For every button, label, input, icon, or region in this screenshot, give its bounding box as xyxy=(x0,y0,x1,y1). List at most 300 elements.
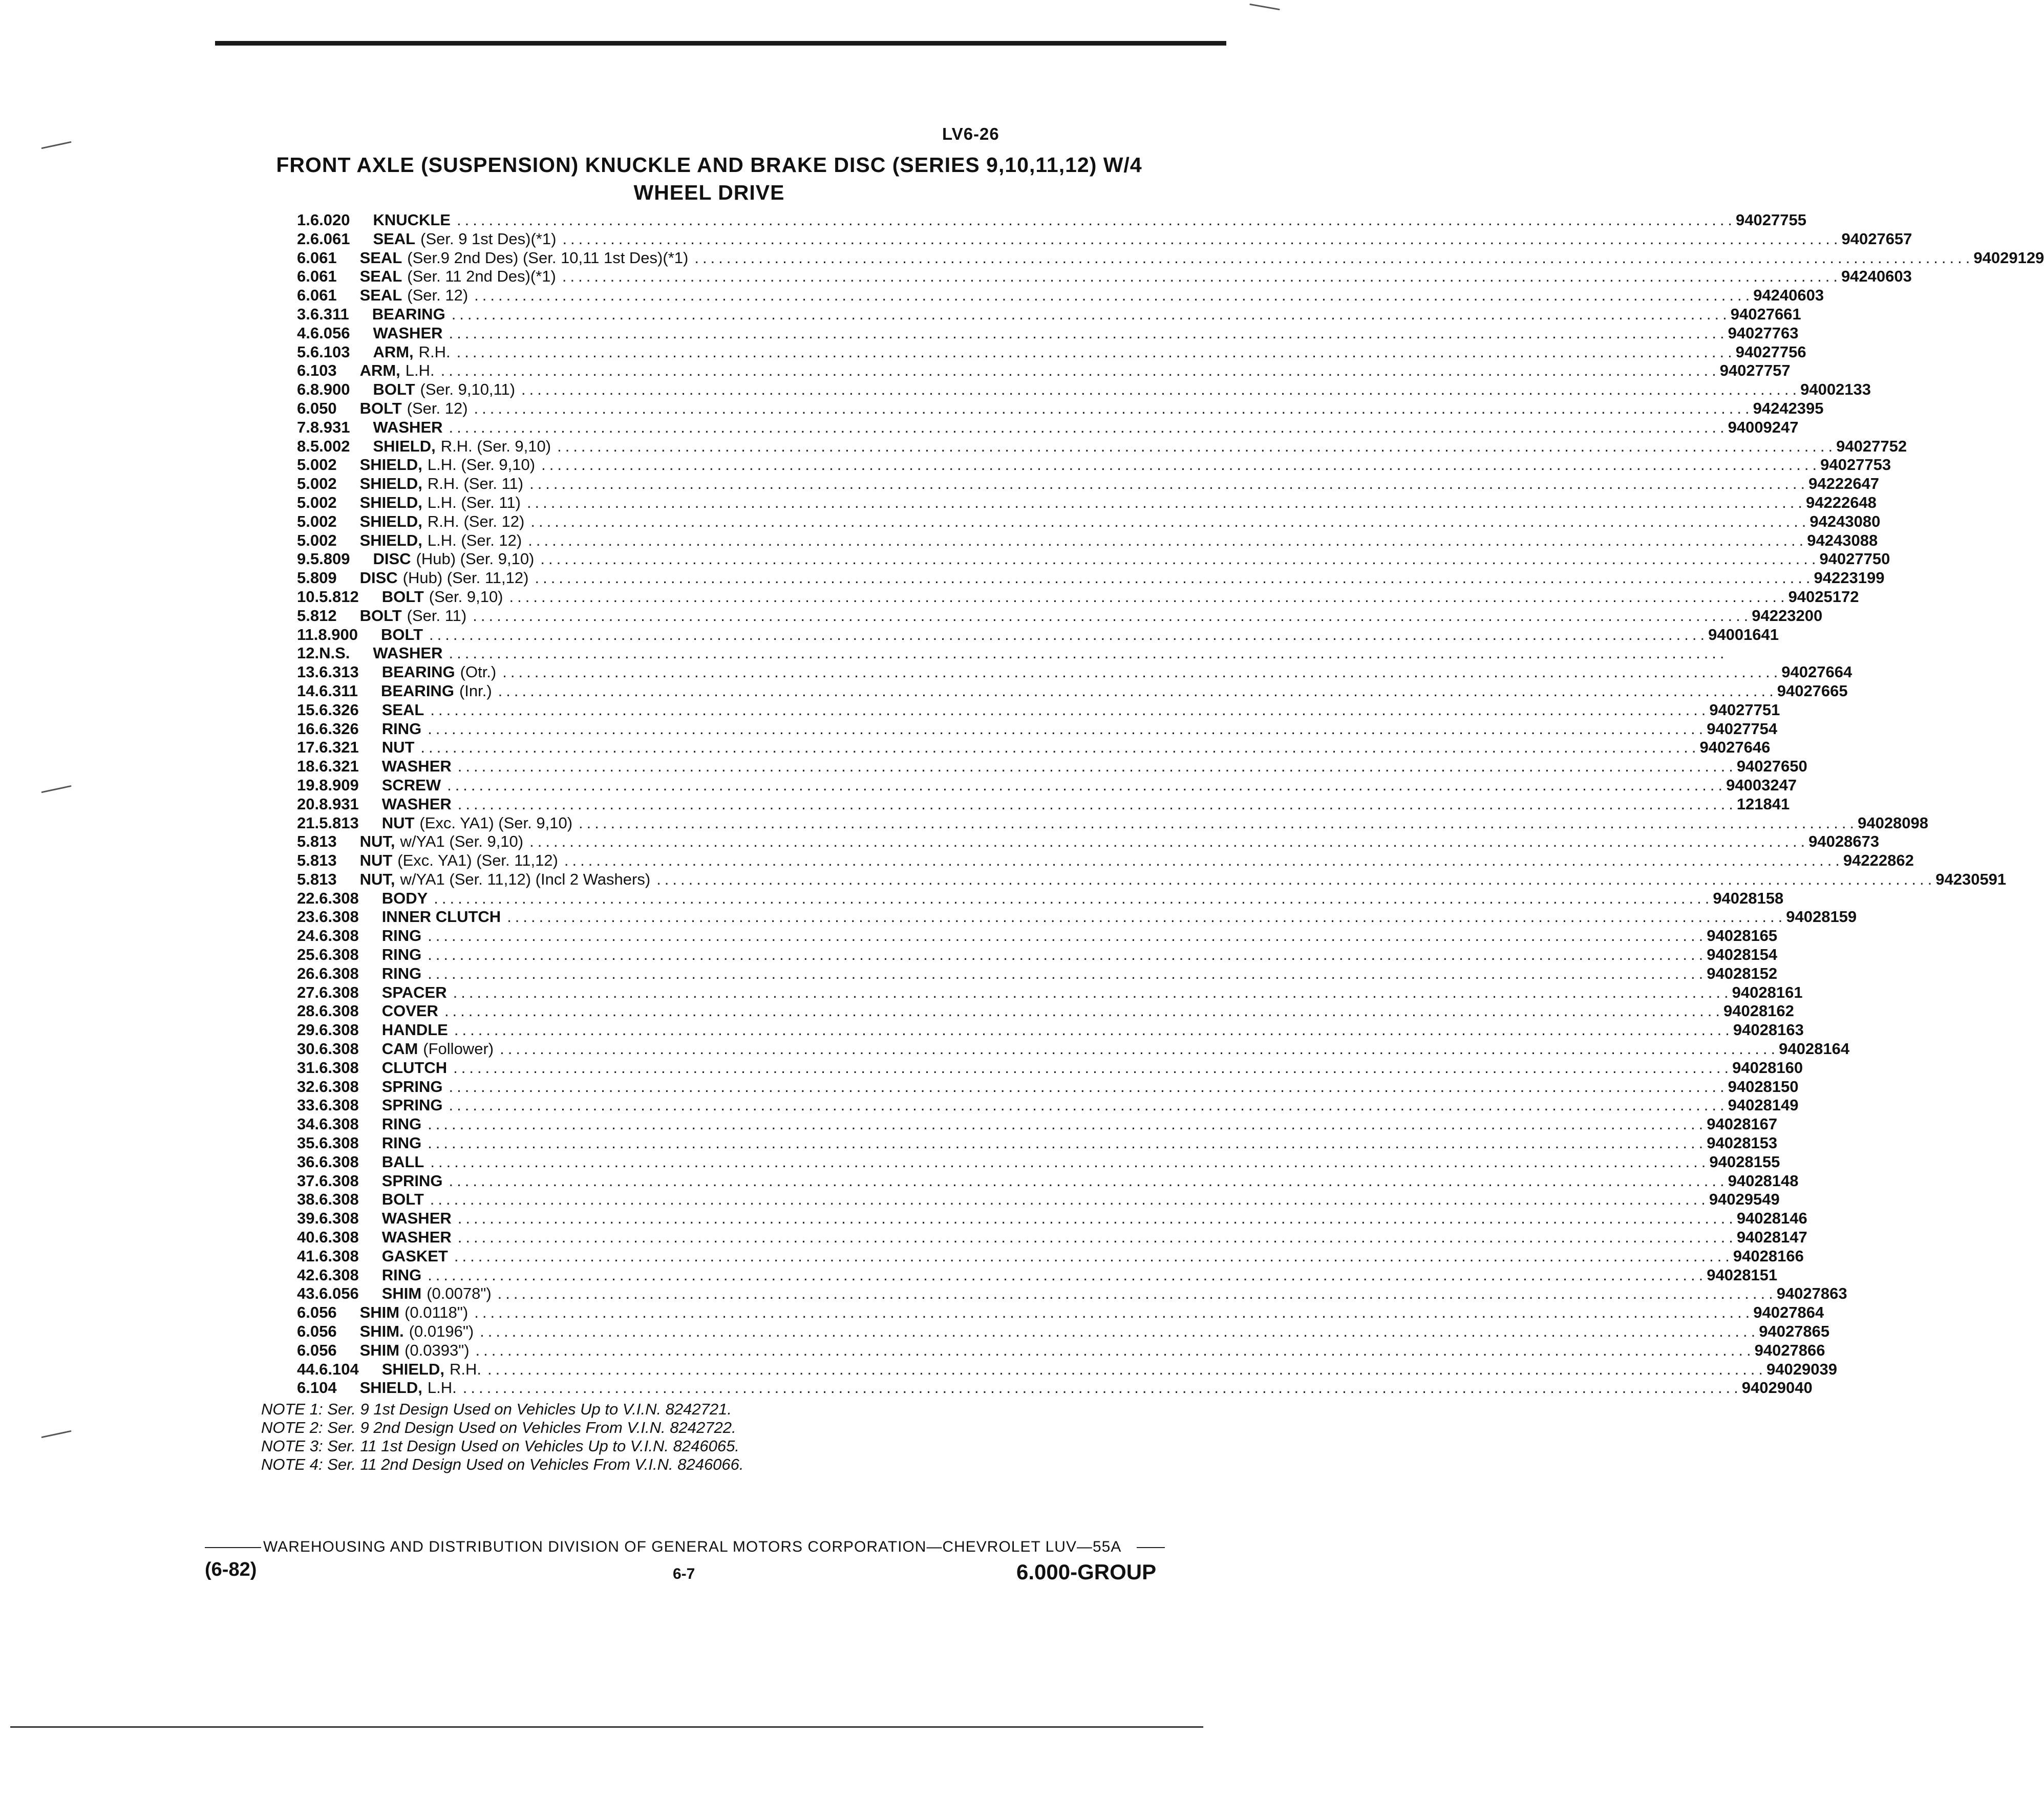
leader-dots: ................................................................................................................................................................ xyxy=(457,1209,1737,1228)
part-number: 94027751 xyxy=(1709,700,1780,719)
part-description xyxy=(373,230,1841,249)
part-number: 94028152 xyxy=(1707,964,1778,982)
leader-dots: ................................................................................................................................................................ xyxy=(430,1152,1710,1171)
part-description xyxy=(373,324,1728,343)
item-number: 21. xyxy=(297,813,320,832)
part-description xyxy=(382,1002,1723,1021)
leader-dots: ................................................................................................................................................................ xyxy=(541,456,1821,474)
part-row xyxy=(297,1265,1778,1285)
part-row xyxy=(297,1247,1804,1266)
part-description xyxy=(382,1266,1707,1285)
part-qualifier: L.H. xyxy=(405,361,435,380)
part-number: 94028158 xyxy=(1713,889,1784,907)
part-description xyxy=(360,267,1841,286)
item-number: 20. xyxy=(297,795,320,813)
leader-dots: ................................................................................................................................................................ xyxy=(449,1171,1728,1190)
item-number: 38. xyxy=(297,1190,320,1209)
part-number: 94222647 xyxy=(1808,475,1880,493)
part-qualifier: (0.0118") xyxy=(404,1303,469,1322)
group-number: 6.308 xyxy=(319,1096,359,1114)
group-number: 8.900 xyxy=(318,625,358,643)
item-number: 40. xyxy=(297,1228,320,1247)
leader-dots: ................................................................................................................................................................ xyxy=(449,1077,1728,1096)
item-number: 24. xyxy=(297,927,320,945)
part-name: BEARING xyxy=(381,663,455,681)
part-name: SEAL xyxy=(359,248,402,267)
part-description xyxy=(360,870,1936,889)
part-qualifier: (Ser. 9,10) xyxy=(429,587,503,606)
part-name: SEAL xyxy=(359,286,402,305)
part-description xyxy=(373,437,1836,456)
part-number: 121841 xyxy=(1736,795,1790,813)
group-number: 6.061 xyxy=(297,248,337,267)
part-description xyxy=(373,418,1728,437)
part-qualifier: R.H. (Ser. 11) xyxy=(427,475,524,493)
part-name: SEAL xyxy=(359,267,402,286)
part-name: KNUCKLE xyxy=(373,211,451,229)
part-number: 94029549 xyxy=(1709,1190,1780,1209)
part-description xyxy=(382,927,1707,946)
part-description xyxy=(382,588,1788,607)
leader-dots: ................................................................................................................................................................ xyxy=(526,493,1806,511)
group-number: 6.308 xyxy=(319,1209,359,1228)
group-number: 6.308 xyxy=(319,908,359,926)
part-name: WASHER xyxy=(373,324,443,342)
leader-dots: ................................................................................................................................................................ xyxy=(474,286,1754,305)
leader-dots: ................................................................................................................................................................ xyxy=(509,587,1788,606)
part-number: 94027753 xyxy=(1820,456,1891,474)
part-number: 94003247 xyxy=(1726,776,1797,794)
part-row xyxy=(297,795,1790,814)
part-qualifier: (Inr.) xyxy=(459,681,492,700)
part-row xyxy=(297,946,1778,964)
part-row xyxy=(297,1096,1799,1115)
note: NOTE 2: Ser. 9 2nd Design Used on Vehicles From V.I.N. 8242722. xyxy=(261,1419,736,1436)
part-name: BOLT xyxy=(381,1190,424,1209)
group-number: 6.056 xyxy=(310,324,350,342)
part-description xyxy=(360,286,1754,305)
part-qualifier: w/YA1 (Ser. 9,10) xyxy=(400,832,524,851)
item-number: 31. xyxy=(297,1058,320,1077)
part-row xyxy=(297,1077,1799,1097)
part-qualifier: L.H. (Ser. 9,10) xyxy=(427,456,536,474)
part-number: 94028162 xyxy=(1723,1002,1794,1020)
part-row xyxy=(297,248,2044,268)
leader-dots: ................................................................................................................................................................ xyxy=(449,644,1728,662)
leader-dots: ................................................................................................................................................................ xyxy=(453,1058,1733,1077)
part-description xyxy=(373,644,1728,663)
group-number: 5.002 xyxy=(297,512,337,530)
group-number: 6.061 xyxy=(297,286,337,305)
part-number: 94222862 xyxy=(1843,851,1914,870)
part-qualifier: (Exc. YA1) (Ser. 9,10) xyxy=(419,813,573,832)
part-number: 94240603 xyxy=(1841,267,1912,286)
part-number: 94027864 xyxy=(1753,1303,1824,1322)
group-number: 6.308 xyxy=(319,1021,359,1039)
part-number: 94002133 xyxy=(1800,380,1871,399)
part-description xyxy=(360,494,1806,512)
part-description xyxy=(382,889,1713,908)
item-number: 1. xyxy=(297,211,310,229)
part-description xyxy=(382,663,1782,682)
part-description xyxy=(382,1190,1709,1209)
part-row xyxy=(297,380,1871,399)
part-name: WASHER xyxy=(381,1228,452,1247)
leader-dots: ................................................................................................................................................................ xyxy=(454,1247,1733,1265)
item-number: 6. xyxy=(297,380,310,399)
leader-dots: ................................................................................................................................................................ xyxy=(502,663,1782,681)
part-qualifier: (Exc. YA1) (Ser. 11,12) xyxy=(397,851,558,870)
part-row xyxy=(297,493,1877,512)
part-name: SHIELD, xyxy=(373,437,436,455)
leader-dots: ................................................................................................................................................................ xyxy=(457,1228,1737,1247)
part-row xyxy=(297,681,1848,701)
item-number: 29. xyxy=(297,1021,320,1039)
part-name: BOLT xyxy=(359,606,402,625)
leader-dots: ................................................................................................................................................................ xyxy=(430,700,1710,719)
part-description xyxy=(382,1228,1737,1247)
part-qualifier: R.H. xyxy=(449,1360,481,1378)
part-name: BEARING xyxy=(372,305,445,323)
leader-dots: ................................................................................................................................................................ xyxy=(529,475,1809,493)
group-number: 6.308 xyxy=(319,983,359,1001)
leader-dots: ................................................................................................................................................................ xyxy=(453,983,1732,1001)
leader-dots: ................................................................................................................................................................ xyxy=(451,305,1731,323)
footer-division: WAREHOUSING AND DISTRIBUTION DIVISION OF GENERAL MOTORS CORPORATION—CHEVROLET LUV—55A xyxy=(263,1538,1122,1555)
group-number: 6.104 xyxy=(319,1360,359,1378)
part-description xyxy=(360,851,1843,870)
part-description xyxy=(381,626,1708,645)
part-row xyxy=(297,229,1912,249)
part-name: BOLT xyxy=(380,625,423,643)
part-number: 94027863 xyxy=(1776,1284,1847,1303)
part-row xyxy=(297,700,1780,720)
group-number: 6.313 xyxy=(319,663,359,681)
part-description xyxy=(360,249,1974,268)
leader-dots: ................................................................................................................................................................ xyxy=(487,1360,1767,1378)
part-description xyxy=(382,1115,1707,1134)
leader-dots: ................................................................................................................................................................ xyxy=(457,795,1737,813)
part-name: SHIM xyxy=(359,1341,400,1359)
top-rule xyxy=(215,41,1226,46)
group-number: 6.308 xyxy=(319,1002,359,1020)
footer-dash xyxy=(1137,1547,1165,1548)
part-name: ARM, xyxy=(373,342,414,361)
part-name: NUT, xyxy=(359,870,395,888)
item-number: 33. xyxy=(297,1096,320,1114)
part-name: BOLT xyxy=(359,399,402,417)
leader-dots: ................................................................................................................................................................ xyxy=(454,1021,1733,1039)
part-name: DISC xyxy=(373,550,411,568)
item-number: 35. xyxy=(297,1134,320,1152)
part-row xyxy=(297,1058,1803,1078)
part-row xyxy=(297,456,1891,475)
part-description xyxy=(382,1134,1707,1153)
part-description xyxy=(382,757,1737,776)
part-row xyxy=(297,1040,1850,1059)
group-number: 6.056 xyxy=(297,1303,337,1322)
group-number: 6.103 xyxy=(310,342,350,361)
part-qualifier: (Ser. 11 2nd Des)(*1) xyxy=(407,267,556,286)
item-number: 44. xyxy=(297,1360,320,1378)
part-number: 94242395 xyxy=(1753,399,1824,417)
footer-dash xyxy=(205,1547,261,1548)
part-name: NUT xyxy=(381,738,415,757)
part-row xyxy=(297,1322,1830,1341)
page-title xyxy=(205,151,1213,206)
item-number: 22. xyxy=(297,889,320,907)
part-qualifier: (Ser.9 2nd Des) (Ser. 10,11 1st Des)(*1) xyxy=(407,248,689,267)
group-number: 5.812 xyxy=(297,606,337,625)
item-number: 13. xyxy=(297,663,320,681)
group-number: 6.308 xyxy=(319,946,359,964)
part-qualifier: (0.0393") xyxy=(404,1341,470,1359)
leader-dots: ................................................................................................................................................................ xyxy=(420,738,1700,757)
group-number: 6.104 xyxy=(297,1379,337,1397)
leader-dots: ................................................................................................................................................................ xyxy=(440,361,1720,380)
item-number: 42. xyxy=(297,1265,320,1284)
group-number: 6.311 xyxy=(310,305,349,323)
group-number: 6.308 xyxy=(319,1115,359,1133)
part-name: RING xyxy=(381,927,422,945)
part-number: 94029040 xyxy=(1741,1379,1813,1397)
part-row xyxy=(297,418,1799,437)
part-name: SEAL xyxy=(373,229,416,248)
group-number: N.S. xyxy=(319,644,350,662)
part-qualifier: L.H. (Ser. 11) xyxy=(427,493,521,511)
group-number: 6.050 xyxy=(297,399,337,417)
part-row xyxy=(297,324,1799,343)
part-description xyxy=(382,1040,1779,1059)
part-qualifier: (Ser. 11) xyxy=(407,606,467,625)
part-number: 94028673 xyxy=(1808,832,1880,851)
part-description xyxy=(360,361,1720,380)
leader-dots: ................................................................................................................................................................ xyxy=(528,531,1807,549)
part-number: 94223199 xyxy=(1814,569,1885,587)
part-row xyxy=(297,531,1878,550)
item-number: 27. xyxy=(297,983,320,1001)
item-number: 14. xyxy=(297,681,320,700)
group-number: 6.311 xyxy=(319,681,358,700)
part-row xyxy=(297,870,2007,889)
leader-dots: ................................................................................................................................................................ xyxy=(475,1341,1755,1359)
part-description xyxy=(382,1360,1766,1379)
leader-dots: ................................................................................................................................................................ xyxy=(500,1040,1779,1058)
part-name: SCREW xyxy=(381,776,441,794)
note: NOTE 3: Ser. 11 1st Design Used on Vehicles Up to V.I.N. 8246065. xyxy=(261,1437,739,1455)
part-name: SPACER xyxy=(381,983,447,1001)
part-row xyxy=(297,889,1784,908)
part-description xyxy=(360,1322,1759,1341)
item-number: 23. xyxy=(297,908,320,926)
part-row xyxy=(297,738,1771,757)
group-number: 5.813 xyxy=(297,832,337,851)
part-name: RING xyxy=(381,946,422,964)
part-row xyxy=(297,267,1912,286)
leader-dots: ................................................................................................................................................................ xyxy=(428,1115,1707,1133)
group-number: 5.002 xyxy=(310,437,350,455)
group-number: 5.002 xyxy=(297,493,337,511)
part-description xyxy=(382,983,1732,1002)
group-number: 8.931 xyxy=(310,418,350,436)
part-description xyxy=(382,701,1710,720)
leader-dots: ................................................................................................................................................................ xyxy=(449,418,1728,436)
margin-mark xyxy=(41,1430,71,1438)
part-description xyxy=(382,1209,1737,1228)
part-name: WASHER xyxy=(373,418,443,436)
part-number: 94230591 xyxy=(1935,870,2007,888)
part-row xyxy=(297,1134,1778,1153)
part-number: 94028155 xyxy=(1709,1152,1780,1171)
part-row xyxy=(297,1303,1824,1322)
footer-division-line xyxy=(205,1538,1178,1556)
part-name: NUT, xyxy=(359,832,395,851)
part-name: SHIELD, xyxy=(359,1379,422,1397)
part-name: SHIM. xyxy=(359,1322,404,1341)
title-line-1: FRONT AXLE (SUSPENSION) KNUCKLE AND BRAKE DISC (SERIES 9,10,11,12) W/4 xyxy=(276,153,1142,177)
footer-date: (6-82) xyxy=(205,1559,257,1580)
group-number: 5.813 xyxy=(297,870,337,888)
group-number: 6.056 xyxy=(297,1322,337,1341)
page-code: LV6-26 xyxy=(942,124,999,143)
part-description xyxy=(382,946,1707,964)
leader-dots: ................................................................................................................................................................ xyxy=(656,870,1936,888)
part-description xyxy=(382,964,1707,983)
leader-dots: ................................................................................................................................................................ xyxy=(428,946,1707,964)
item-number: 3. xyxy=(297,305,310,323)
item-number: 41. xyxy=(297,1247,320,1265)
group-number: 5.002 xyxy=(297,531,337,549)
part-name: WASHER xyxy=(381,757,452,776)
item-number: 34. xyxy=(297,1115,320,1133)
group-number: 6.308 xyxy=(319,1134,359,1152)
part-number: 94028164 xyxy=(1779,1040,1850,1058)
parts-list xyxy=(297,211,2044,1398)
group-number: 6.308 xyxy=(319,1152,359,1171)
part-qualifier: R.H. (Ser. 12) xyxy=(427,512,525,530)
part-qualifier: R.H. xyxy=(418,342,451,361)
part-description xyxy=(382,1021,1733,1040)
group-number: 5.809 xyxy=(310,550,350,568)
part-name: SHIELD, xyxy=(381,1360,444,1378)
part-qualifier: (Hub) (Ser. 9,10) xyxy=(416,550,535,568)
bottom-rule xyxy=(10,1726,1203,1728)
part-name: CAM xyxy=(381,1040,418,1058)
part-row xyxy=(297,644,1728,663)
part-description xyxy=(372,305,1731,324)
group-number: 5.813 xyxy=(297,851,337,870)
part-number: 94028159 xyxy=(1786,908,1857,926)
part-name: GASKET xyxy=(381,1247,448,1265)
leader-dots: ................................................................................................................................................................ xyxy=(428,927,1707,945)
part-description xyxy=(382,1153,1710,1172)
title-line-2: WHEEL DRIVE xyxy=(633,181,785,204)
leader-dots: ................................................................................................................................................................ xyxy=(480,1322,1759,1341)
part-number: 94028167 xyxy=(1707,1115,1778,1133)
part-row xyxy=(297,286,1824,305)
part-row xyxy=(297,757,1807,776)
part-row xyxy=(297,1341,1825,1360)
group-number: 6.326 xyxy=(319,700,359,719)
part-row xyxy=(297,606,1823,626)
part-row xyxy=(297,625,1779,645)
leader-dots: ................................................................................................................................................................ xyxy=(457,211,1736,229)
part-number: 94028166 xyxy=(1733,1247,1804,1265)
part-number: 94243088 xyxy=(1807,531,1878,549)
part-description xyxy=(382,908,1786,927)
part-description xyxy=(360,1341,1755,1360)
part-name: SHIELD, xyxy=(359,531,422,549)
item-number: 32. xyxy=(297,1077,320,1096)
item-number: 26. xyxy=(297,964,320,982)
part-description xyxy=(360,1303,1754,1322)
part-number: 94027646 xyxy=(1699,738,1771,757)
item-number: 30. xyxy=(297,1040,320,1058)
part-name: BOLT xyxy=(381,587,424,606)
part-number: 94027763 xyxy=(1728,324,1799,342)
part-name: INNER CLUTCH xyxy=(381,908,501,926)
part-qualifier: (Otr.) xyxy=(460,663,497,681)
part-row xyxy=(297,550,1890,569)
part-qualifier: L.H. xyxy=(427,1379,457,1397)
part-number: 94027750 xyxy=(1819,550,1890,568)
part-name: WASHER xyxy=(373,644,443,662)
part-number: 94243080 xyxy=(1809,512,1881,530)
leader-dots: ................................................................................................................................................................ xyxy=(540,550,1820,568)
part-description xyxy=(382,1247,1733,1266)
part-row xyxy=(297,832,1880,851)
part-number: 94027865 xyxy=(1759,1322,1830,1341)
footer-group: 6.000-GROUP xyxy=(1016,1560,1157,1584)
part-number: 94028163 xyxy=(1733,1021,1804,1039)
leader-dots: ................................................................................................................................................................ xyxy=(562,229,1842,248)
part-description xyxy=(360,475,1809,494)
group-number: 6.308 xyxy=(319,1040,359,1058)
part-description xyxy=(381,682,1777,701)
part-number: 94029129 xyxy=(1973,248,2044,267)
part-row xyxy=(297,1115,1778,1134)
item-number: 28. xyxy=(297,1002,320,1020)
part-row xyxy=(297,361,1791,380)
part-row xyxy=(297,1152,1780,1172)
leader-dots: ................................................................................................................................................................ xyxy=(521,380,1801,399)
part-name: BEARING xyxy=(380,681,454,700)
item-number: 7. xyxy=(297,418,310,436)
part-number: 94001641 xyxy=(1708,625,1779,643)
part-number: 94027664 xyxy=(1781,663,1853,681)
part-number: 94240603 xyxy=(1753,286,1824,305)
part-description xyxy=(382,1078,1728,1097)
part-number: 94028161 xyxy=(1732,983,1803,1001)
part-description xyxy=(360,569,1814,588)
part-description xyxy=(360,531,1807,550)
part-number: 94028165 xyxy=(1707,927,1778,945)
part-name: SHIELD, xyxy=(359,493,422,511)
part-row xyxy=(297,813,1929,833)
part-name: RING xyxy=(381,719,422,738)
group-number: 5.002 xyxy=(297,456,337,474)
group-number: 6.308 xyxy=(319,889,359,907)
group-number: 6.308 xyxy=(319,1058,359,1077)
part-row xyxy=(297,908,1857,927)
part-name: SHIELD, xyxy=(359,512,422,530)
part-row xyxy=(297,512,1881,531)
group-number: 8.909 xyxy=(319,776,359,794)
part-row xyxy=(297,927,1778,946)
leader-dots: ................................................................................................................................................................ xyxy=(428,1265,1707,1284)
group-number: 6.321 xyxy=(319,738,359,757)
group-number: 6.308 xyxy=(319,1077,359,1096)
